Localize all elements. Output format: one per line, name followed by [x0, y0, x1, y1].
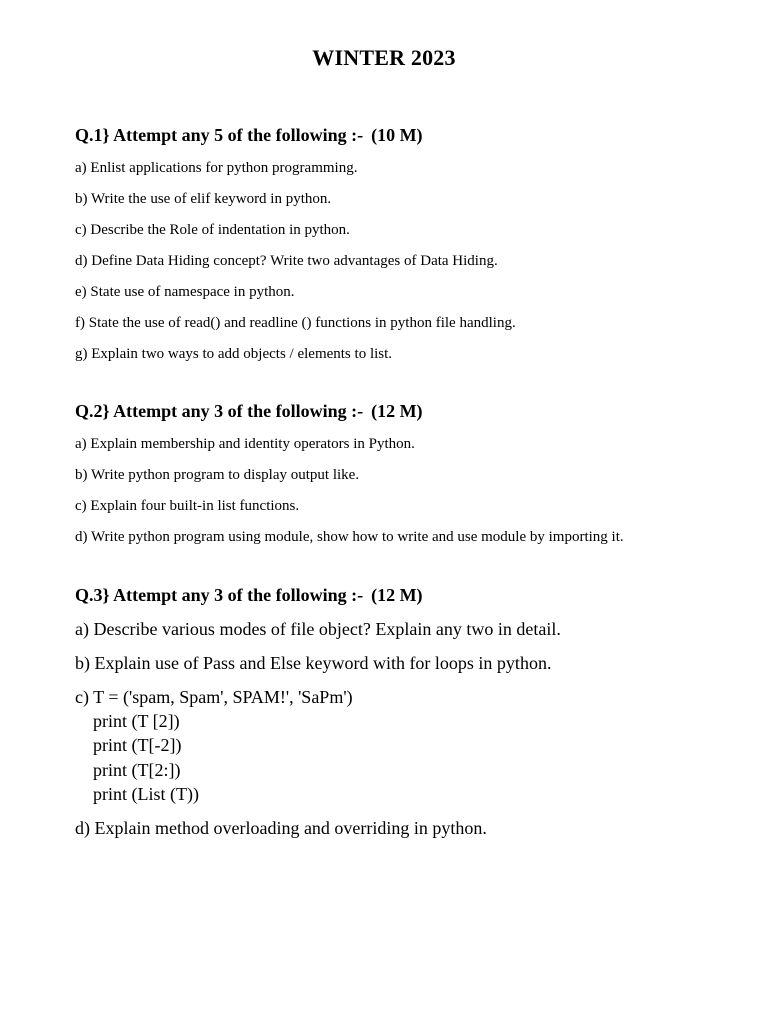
- question-2-heading: [75, 399, 735, 423]
- question-3-item-d: d) Explain method overloading and overriding in python.: [75, 818, 487, 839]
- question-2-heading-text: Q.2} Attempt any 3 of the following :-: [75, 401, 364, 421]
- question-2-item-d: d) Write python program using module, show how to write and use module by importing it.: [75, 529, 624, 545]
- question-3-item-c: [75, 685, 735, 806]
- question-3-code-line-4: print (List (T)): [93, 783, 199, 804]
- question-2-item-a: a) Explain membership and identity operators in Python.: [75, 436, 415, 452]
- question-3-item-a: a) Describe various modes of file object? Explain any two in detail.: [75, 619, 561, 639]
- question-1-section: [75, 123, 735, 364]
- question-3-heading-text: Q.3} Attempt any 3 of the following :-: [75, 585, 364, 605]
- question-2-item-c: c) Explain four built-in list functions.: [75, 498, 300, 514]
- question-3-marks: (12 M): [371, 585, 423, 605]
- question-1-heading-text: Q.1} Attempt any 5 of the following :-: [75, 125, 364, 145]
- question-2-marks: (12 M): [371, 401, 423, 421]
- page-title: WINTER 2023: [312, 45, 456, 70]
- question-3-code-line-3: print (T[2:]): [93, 759, 181, 780]
- question-3-heading: [75, 583, 735, 607]
- question-1-marks: (10 M): [371, 125, 423, 145]
- question-3-code-intro: c) T = ('spam, Spam', SPAM!', 'SaPm'): [75, 687, 353, 707]
- question-2-item-b: b) Write python program to display output like.: [75, 467, 360, 483]
- question-1-item-g: g) Explain two ways to add objects / elements to list.: [75, 346, 393, 362]
- question-1-heading: [75, 123, 735, 147]
- question-1-item-f: f) State the use of read() and readline () functions in python file handling.: [75, 315, 516, 331]
- question-3-code-line-1: print (T [2]): [93, 711, 180, 731]
- question-1-item-b: b) Write the use of elif keyword in python.: [75, 191, 332, 207]
- question-2-section: [75, 399, 735, 547]
- question-1-item-d: d) Define Data Hiding concept? Write two advantages of Data Hiding.: [75, 253, 498, 269]
- question-1-item-c: c) Describe the Role of indentation in python.: [75, 222, 350, 238]
- question-3-code-line-2: print (T[-2]): [93, 735, 182, 756]
- question-1-item-e: e) State use of namespace in python.: [75, 284, 295, 300]
- question-1-item-a: a) Enlist applications for python programming.: [75, 160, 358, 176]
- question-3-section: [75, 583, 735, 840]
- question-3-item-b: b) Explain use of Pass and Else keyword with for loops in python.: [75, 653, 552, 673]
